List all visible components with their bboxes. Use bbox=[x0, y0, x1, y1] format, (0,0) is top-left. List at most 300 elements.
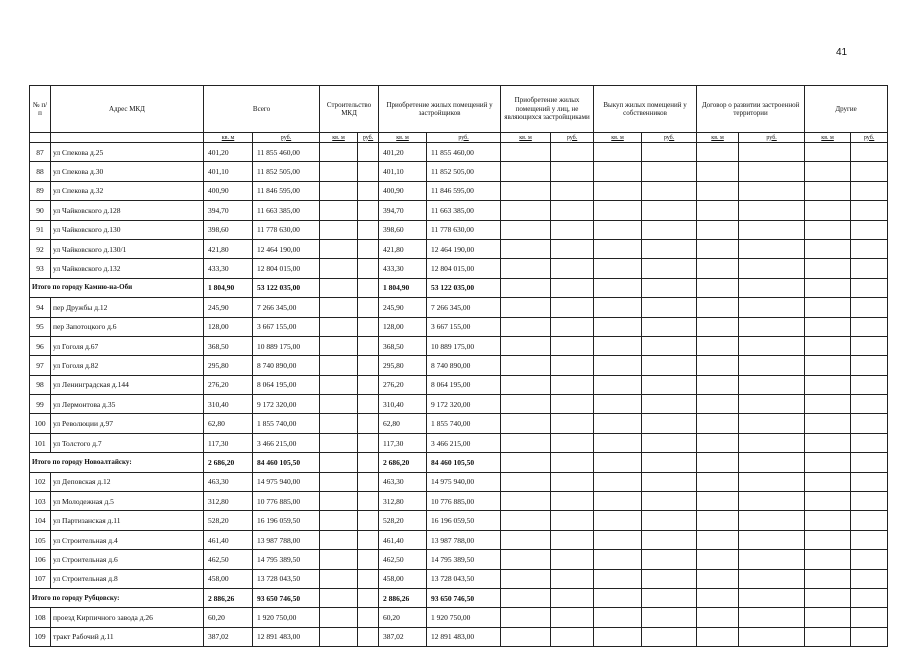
empty-cell bbox=[551, 181, 594, 200]
empty-cell bbox=[642, 220, 697, 239]
empty-cell bbox=[805, 588, 851, 607]
total-rub: 1 855 740,00 bbox=[253, 414, 320, 433]
table-row bbox=[30, 375, 888, 394]
construction-rub bbox=[358, 530, 379, 549]
empty-cell bbox=[551, 588, 594, 607]
acq-dev-sqm: 462,50 bbox=[379, 550, 427, 569]
total-rub: 3 667 155,00 bbox=[253, 317, 320, 336]
empty-cell bbox=[851, 201, 888, 220]
empty-cell bbox=[501, 550, 551, 569]
empty-cell bbox=[594, 220, 642, 239]
table-row bbox=[30, 608, 888, 627]
total-sqm: 400,90 bbox=[204, 181, 253, 200]
empty-cell bbox=[594, 375, 642, 394]
empty-cell bbox=[501, 414, 551, 433]
row-number: 91 bbox=[30, 220, 51, 239]
total-rub: 10 776 885,00 bbox=[253, 492, 320, 511]
construction-sqm bbox=[320, 375, 358, 394]
table-row bbox=[30, 395, 888, 414]
construction-sqm bbox=[320, 453, 358, 472]
empty-cell bbox=[805, 511, 851, 530]
empty-cell bbox=[805, 317, 851, 336]
empty-cell bbox=[501, 433, 551, 452]
empty-cell bbox=[501, 375, 551, 394]
row-number: 93 bbox=[30, 259, 51, 278]
acq-dev-rub: 53 122 035,00 bbox=[427, 278, 501, 297]
empty-cell bbox=[805, 298, 851, 317]
total-rub: 14 795 389,50 bbox=[253, 550, 320, 569]
total-rub: 13 728 043,50 bbox=[253, 569, 320, 588]
housing-table bbox=[29, 85, 888, 647]
acq-dev-rub: 14 795 389,50 bbox=[427, 550, 501, 569]
empty-cell bbox=[739, 550, 805, 569]
empty-cell bbox=[551, 220, 594, 239]
empty-cell bbox=[594, 395, 642, 414]
empty-cell bbox=[594, 530, 642, 549]
empty-cell bbox=[501, 162, 551, 181]
construction-rub bbox=[358, 569, 379, 588]
row-number: 101 bbox=[30, 433, 51, 452]
empty-cell bbox=[642, 588, 697, 607]
acq-dev-sqm: 463,30 bbox=[379, 472, 427, 491]
empty-cell bbox=[594, 588, 642, 607]
total-rub: 3 466 215,00 bbox=[253, 433, 320, 452]
empty-cell bbox=[739, 453, 805, 472]
construction-rub bbox=[358, 317, 379, 336]
row-number: 94 bbox=[30, 298, 51, 317]
construction-sqm bbox=[320, 317, 358, 336]
empty-cell bbox=[851, 375, 888, 394]
empty-cell bbox=[697, 511, 739, 530]
empty-cell bbox=[551, 511, 594, 530]
total-sqm: 394,70 bbox=[204, 201, 253, 220]
row-address: ул Толстого д.7 bbox=[51, 433, 204, 452]
empty-cell bbox=[851, 181, 888, 200]
table-row bbox=[30, 143, 888, 162]
empty-cell bbox=[501, 220, 551, 239]
construction-rub bbox=[358, 336, 379, 355]
row-number: 104 bbox=[30, 511, 51, 530]
construction-sqm bbox=[320, 569, 358, 588]
row-number: 106 bbox=[30, 550, 51, 569]
col-other-header: Другие bbox=[805, 86, 888, 133]
acq-dev-sqm: 401,10 bbox=[379, 162, 427, 181]
empty-cell bbox=[851, 511, 888, 530]
empty-cell bbox=[851, 259, 888, 278]
empty-cell bbox=[697, 181, 739, 200]
total-sqm: 421,80 bbox=[204, 239, 253, 258]
acq-dev-sqm: 398,60 bbox=[379, 220, 427, 239]
construction-rub bbox=[358, 278, 379, 297]
empty-cell bbox=[805, 356, 851, 375]
total-sqm: 245,90 bbox=[204, 298, 253, 317]
empty-cell bbox=[851, 627, 888, 646]
row-number: 96 bbox=[30, 336, 51, 355]
empty-cell bbox=[642, 239, 697, 258]
empty-cell bbox=[851, 569, 888, 588]
unit-blank bbox=[30, 133, 51, 143]
acq-dev-rub: 16 196 059,50 bbox=[427, 511, 501, 530]
table-row bbox=[30, 627, 888, 646]
empty-cell bbox=[551, 298, 594, 317]
acq-dev-sqm: 394,70 bbox=[379, 201, 427, 220]
empty-cell bbox=[805, 569, 851, 588]
empty-cell bbox=[697, 569, 739, 588]
empty-cell bbox=[642, 298, 697, 317]
empty-cell bbox=[739, 356, 805, 375]
total-sqm: 276,20 bbox=[204, 375, 253, 394]
empty-cell bbox=[594, 627, 642, 646]
construction-rub bbox=[358, 395, 379, 414]
empty-cell bbox=[551, 201, 594, 220]
empty-cell bbox=[594, 317, 642, 336]
total-sqm: 60,20 bbox=[204, 608, 253, 627]
empty-cell bbox=[805, 162, 851, 181]
empty-cell bbox=[697, 395, 739, 414]
empty-cell bbox=[697, 530, 739, 549]
empty-cell bbox=[501, 472, 551, 491]
empty-cell bbox=[739, 143, 805, 162]
empty-cell bbox=[805, 608, 851, 627]
construction-rub bbox=[358, 453, 379, 472]
empty-cell bbox=[697, 375, 739, 394]
empty-cell bbox=[851, 239, 888, 258]
acq-dev-sqm: 387,02 bbox=[379, 627, 427, 646]
unit-rub: руб. bbox=[851, 133, 888, 143]
empty-cell bbox=[594, 453, 642, 472]
empty-cell bbox=[642, 530, 697, 549]
unit-sqm: кв. м bbox=[501, 133, 551, 143]
row-address: ул Строительная д.8 bbox=[51, 569, 204, 588]
row-number: 90 bbox=[30, 201, 51, 220]
empty-cell bbox=[551, 550, 594, 569]
total-sqm: 462,50 bbox=[204, 550, 253, 569]
empty-cell bbox=[697, 588, 739, 607]
empty-cell bbox=[805, 181, 851, 200]
empty-cell bbox=[697, 356, 739, 375]
construction-rub bbox=[358, 472, 379, 491]
acq-dev-rub: 7 266 345,00 bbox=[427, 298, 501, 317]
empty-cell bbox=[805, 201, 851, 220]
empty-cell bbox=[642, 433, 697, 452]
empty-cell bbox=[551, 627, 594, 646]
construction-sqm bbox=[320, 278, 358, 297]
total-sqm: 528,20 bbox=[204, 511, 253, 530]
row-address: ул Чайковского д.130/1 bbox=[51, 239, 204, 258]
total-sqm: 2 886,26 bbox=[204, 588, 253, 607]
total-rub: 1 920 750,00 bbox=[253, 608, 320, 627]
empty-cell bbox=[551, 608, 594, 627]
row-number: 98 bbox=[30, 375, 51, 394]
row-number: 99 bbox=[30, 395, 51, 414]
col-num-header: № п/п bbox=[30, 86, 51, 133]
acq-dev-rub: 93 650 746,50 bbox=[427, 588, 501, 607]
empty-cell bbox=[739, 298, 805, 317]
total-rub: 84 460 105,50 bbox=[253, 453, 320, 472]
acq-dev-rub: 11 846 595,00 bbox=[427, 181, 501, 200]
empty-cell bbox=[501, 569, 551, 588]
empty-cell bbox=[551, 530, 594, 549]
row-number: 107 bbox=[30, 569, 51, 588]
empty-cell bbox=[594, 143, 642, 162]
empty-cell bbox=[739, 433, 805, 452]
empty-cell bbox=[697, 472, 739, 491]
acq-dev-sqm: 128,00 bbox=[379, 317, 427, 336]
empty-cell bbox=[697, 220, 739, 239]
row-number: 108 bbox=[30, 608, 51, 627]
empty-cell bbox=[697, 143, 739, 162]
col-construction-header: Строительство МКД bbox=[320, 86, 379, 133]
empty-cell bbox=[551, 472, 594, 491]
empty-cell bbox=[594, 278, 642, 297]
total-rub: 53 122 035,00 bbox=[253, 278, 320, 297]
total-rub: 16 196 059,50 bbox=[253, 511, 320, 530]
table-row bbox=[30, 317, 888, 336]
row-address: ул Гоголя д.67 bbox=[51, 336, 204, 355]
empty-cell bbox=[594, 433, 642, 452]
row-number: 97 bbox=[30, 356, 51, 375]
empty-cell bbox=[501, 181, 551, 200]
table-row bbox=[30, 492, 888, 511]
row-address: ул Спекова д.25 bbox=[51, 143, 204, 162]
total-label: Итого по городу Новоалтайску: bbox=[30, 453, 204, 472]
acq-dev-rub: 9 172 320,00 bbox=[427, 395, 501, 414]
construction-sqm bbox=[320, 259, 358, 278]
table-total-row bbox=[30, 453, 888, 472]
empty-cell bbox=[805, 550, 851, 569]
empty-cell bbox=[642, 201, 697, 220]
empty-cell bbox=[697, 492, 739, 511]
row-number: 100 bbox=[30, 414, 51, 433]
construction-sqm bbox=[320, 336, 358, 355]
acq-dev-rub: 11 855 460,00 bbox=[427, 143, 501, 162]
table-row bbox=[30, 569, 888, 588]
empty-cell bbox=[739, 511, 805, 530]
total-rub: 12 891 483,00 bbox=[253, 627, 320, 646]
empty-cell bbox=[739, 336, 805, 355]
row-address: ул Чайковского д.132 bbox=[51, 259, 204, 278]
empty-cell bbox=[551, 336, 594, 355]
empty-cell bbox=[501, 627, 551, 646]
col-contract-header: Договор о развитии застроенной территории bbox=[697, 86, 805, 133]
empty-cell bbox=[805, 453, 851, 472]
acq-dev-sqm: 400,90 bbox=[379, 181, 427, 200]
col-total-header: Всего bbox=[204, 86, 320, 133]
empty-cell bbox=[739, 492, 805, 511]
empty-cell bbox=[551, 569, 594, 588]
acq-dev-sqm: 117,30 bbox=[379, 433, 427, 452]
acq-dev-rub: 10 776 885,00 bbox=[427, 492, 501, 511]
empty-cell bbox=[851, 162, 888, 181]
empty-cell bbox=[739, 472, 805, 491]
empty-cell bbox=[642, 492, 697, 511]
unit-rub: руб. bbox=[642, 133, 697, 143]
construction-rub bbox=[358, 492, 379, 511]
acq-dev-rub: 8 740 890,00 bbox=[427, 356, 501, 375]
construction-sqm bbox=[320, 433, 358, 452]
construction-rub bbox=[358, 143, 379, 162]
total-sqm: 1 804,90 bbox=[204, 278, 253, 297]
construction-sqm bbox=[320, 608, 358, 627]
empty-cell bbox=[551, 395, 594, 414]
total-label: Итого по городу Рубцовску: bbox=[30, 588, 204, 607]
row-address: ул Строительная д.6 bbox=[51, 550, 204, 569]
acq-dev-rub: 10 889 175,00 bbox=[427, 336, 501, 355]
table-row bbox=[30, 162, 888, 181]
empty-cell bbox=[501, 395, 551, 414]
empty-cell bbox=[642, 414, 697, 433]
construction-sqm bbox=[320, 220, 358, 239]
page-number: 41 bbox=[836, 47, 848, 58]
empty-cell bbox=[805, 395, 851, 414]
empty-cell bbox=[851, 317, 888, 336]
construction-rub bbox=[358, 298, 379, 317]
construction-sqm bbox=[320, 511, 358, 530]
total-sqm: 398,60 bbox=[204, 220, 253, 239]
table-row bbox=[30, 550, 888, 569]
construction-sqm bbox=[320, 414, 358, 433]
total-rub: 11 778 630,00 bbox=[253, 220, 320, 239]
empty-cell bbox=[851, 492, 888, 511]
acq-dev-sqm: 458,00 bbox=[379, 569, 427, 588]
unit-rub: руб. bbox=[551, 133, 594, 143]
empty-cell bbox=[551, 375, 594, 394]
acq-dev-sqm: 245,90 bbox=[379, 298, 427, 317]
empty-cell bbox=[501, 356, 551, 375]
acq-dev-sqm: 2 686,20 bbox=[379, 453, 427, 472]
acq-dev-rub: 12 891 483,00 bbox=[427, 627, 501, 646]
empty-cell bbox=[851, 278, 888, 297]
empty-cell bbox=[501, 278, 551, 297]
row-number: 92 bbox=[30, 239, 51, 258]
total-sqm: 387,02 bbox=[204, 627, 253, 646]
empty-cell bbox=[851, 298, 888, 317]
total-sqm: 62,80 bbox=[204, 414, 253, 433]
empty-cell bbox=[697, 627, 739, 646]
empty-cell bbox=[501, 201, 551, 220]
empty-cell bbox=[501, 453, 551, 472]
empty-cell bbox=[594, 414, 642, 433]
unit-sqm: кв. м bbox=[379, 133, 427, 143]
total-rub: 12 464 190,00 bbox=[253, 239, 320, 258]
row-address: ул Чайковского д.130 bbox=[51, 220, 204, 239]
acq-dev-sqm: 60,20 bbox=[379, 608, 427, 627]
construction-sqm bbox=[320, 298, 358, 317]
acq-dev-sqm: 528,20 bbox=[379, 511, 427, 530]
acq-dev-sqm: 295,80 bbox=[379, 356, 427, 375]
row-address: ул Чайковского д.128 bbox=[51, 201, 204, 220]
empty-cell bbox=[697, 278, 739, 297]
construction-sqm bbox=[320, 530, 358, 549]
empty-cell bbox=[739, 530, 805, 549]
empty-cell bbox=[551, 453, 594, 472]
empty-cell bbox=[739, 395, 805, 414]
empty-cell bbox=[805, 259, 851, 278]
construction-sqm bbox=[320, 181, 358, 200]
empty-cell bbox=[697, 239, 739, 258]
table-row bbox=[30, 472, 888, 491]
total-sqm: 458,00 bbox=[204, 569, 253, 588]
total-rub: 8 740 890,00 bbox=[253, 356, 320, 375]
row-address: ул Строительная д.4 bbox=[51, 530, 204, 549]
total-rub: 8 064 195,00 bbox=[253, 375, 320, 394]
empty-cell bbox=[594, 511, 642, 530]
row-number: 105 bbox=[30, 530, 51, 549]
empty-cell bbox=[501, 336, 551, 355]
empty-cell bbox=[739, 317, 805, 336]
unit-sqm: кв. м bbox=[805, 133, 851, 143]
empty-cell bbox=[805, 220, 851, 239]
empty-cell bbox=[501, 317, 551, 336]
unit-sqm: кв. м bbox=[204, 133, 253, 143]
empty-cell bbox=[805, 472, 851, 491]
empty-cell bbox=[805, 433, 851, 452]
empty-cell bbox=[642, 143, 697, 162]
empty-cell bbox=[551, 356, 594, 375]
table-row bbox=[30, 181, 888, 200]
total-label: Итого по городу Камню-на-Оби bbox=[30, 278, 204, 297]
table-row bbox=[30, 530, 888, 549]
col-acq-dev-header: Приобретение жилых помещений у застройщиков bbox=[379, 86, 501, 133]
empty-cell bbox=[697, 336, 739, 355]
empty-cell bbox=[642, 395, 697, 414]
total-sqm: 433,30 bbox=[204, 259, 253, 278]
total-rub: 10 889 175,00 bbox=[253, 336, 320, 355]
empty-cell bbox=[805, 414, 851, 433]
empty-cell bbox=[739, 220, 805, 239]
empty-cell bbox=[805, 530, 851, 549]
empty-cell bbox=[642, 259, 697, 278]
empty-cell bbox=[851, 472, 888, 491]
total-sqm: 2 686,20 bbox=[204, 453, 253, 472]
construction-rub bbox=[358, 550, 379, 569]
acq-dev-rub: 11 663 385,00 bbox=[427, 201, 501, 220]
total-rub: 11 852 505,00 bbox=[253, 162, 320, 181]
row-address: тракт Рабочий д.11 bbox=[51, 627, 204, 646]
empty-cell bbox=[594, 162, 642, 181]
empty-cell bbox=[501, 298, 551, 317]
empty-cell bbox=[697, 317, 739, 336]
total-sqm: 461,40 bbox=[204, 530, 253, 549]
construction-sqm bbox=[320, 492, 358, 511]
construction-rub bbox=[358, 608, 379, 627]
empty-cell bbox=[594, 239, 642, 258]
acq-dev-rub: 11 852 505,00 bbox=[427, 162, 501, 181]
empty-cell bbox=[594, 608, 642, 627]
total-sqm: 310,40 bbox=[204, 395, 253, 414]
total-rub: 12 804 015,00 bbox=[253, 259, 320, 278]
empty-cell bbox=[642, 608, 697, 627]
empty-cell bbox=[805, 239, 851, 258]
table-total-row bbox=[30, 278, 888, 297]
empty-cell bbox=[551, 239, 594, 258]
col-address-header: Адрес МКД bbox=[51, 86, 204, 133]
empty-cell bbox=[805, 627, 851, 646]
empty-cell bbox=[851, 395, 888, 414]
construction-rub bbox=[358, 356, 379, 375]
empty-cell bbox=[594, 550, 642, 569]
row-address: ул Спекова д.30 bbox=[51, 162, 204, 181]
construction-rub bbox=[358, 162, 379, 181]
empty-cell bbox=[851, 336, 888, 355]
empty-cell bbox=[697, 608, 739, 627]
total-rub: 13 987 788,00 bbox=[253, 530, 320, 549]
table-row bbox=[30, 259, 888, 278]
table-row bbox=[30, 201, 888, 220]
row-number: 89 bbox=[30, 181, 51, 200]
construction-sqm bbox=[320, 550, 358, 569]
construction-rub bbox=[358, 375, 379, 394]
